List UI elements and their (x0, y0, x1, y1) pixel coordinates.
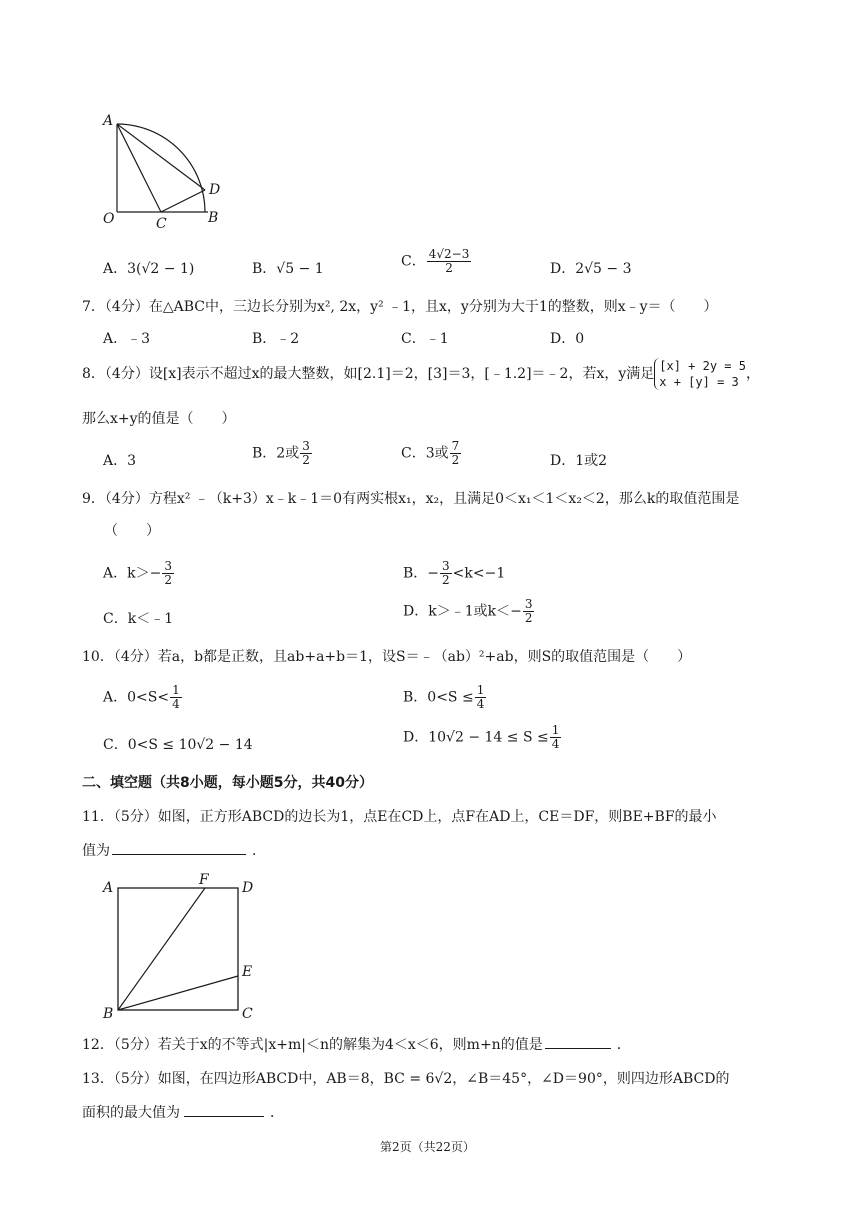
label-A: A (103, 113, 114, 129)
q8-c-prefix: C．3或 (401, 445, 449, 462)
q10-d-fraction (550, 724, 562, 751)
q8-stem (82, 358, 760, 390)
q9-d-num: 3 (524, 597, 533, 611)
q9-option-c: C．k＜﹣1 (103, 611, 174, 627)
q8-line2: 那么x+y的值是（ ） (82, 411, 236, 427)
q7-option-c: C．﹣1 (401, 331, 449, 347)
q8-c-den: 2 (451, 453, 460, 467)
q10-d-prefix: D．10√2 − 14 ≤ S ≤ (403, 729, 549, 746)
label-A: A (103, 880, 114, 896)
q9-b-suffix: <k<−1 (452, 565, 506, 582)
label-D: D (242, 880, 254, 896)
q9-option-d (403, 598, 535, 625)
q7-option-b: B．﹣2 (252, 331, 300, 347)
q8-eq2: x + [y] = 3 (659, 375, 739, 389)
q9-d-den: 2 (524, 611, 533, 625)
q6-c-numerator: 4√2−3 (428, 247, 470, 261)
q8-option-b (252, 440, 313, 467)
label-C: C (242, 1006, 253, 1020)
q8-eq1: [x] + 2y = 5 (659, 359, 746, 373)
q9-a-num: 3 (164, 559, 172, 573)
q9-b-den: 2 (442, 573, 450, 587)
q6-option-c-prefix: C． (401, 253, 426, 270)
q10-option-b (403, 684, 487, 711)
q6-option-d: D．2√5 − 3 (550, 261, 632, 277)
q10-a-num: 1 (172, 683, 180, 697)
label-B: B (208, 210, 219, 226)
q13-end: ． (270, 1105, 284, 1121)
label-C: C (156, 216, 167, 232)
q13-answer-blank[interactable] (184, 1102, 264, 1117)
q8-stem-text: 8．（4分）设[x]表示不超过x的最大整数，如[2.1]＝2，[3]＝3，[﹣1.2]＝﹣2，若x，y满足 (82, 366, 655, 382)
q9-b-fraction (440, 560, 452, 587)
q7-stem: 7．（4分）在△ABC中，三边长分别为x², 2x，y² ﹣1，且x，y分别为大于1的整数，则x﹣y＝（ ） (82, 299, 718, 315)
q10-d-den: 4 (551, 737, 560, 751)
q7-option-a: A．﹣3 (103, 331, 151, 347)
q8-option-d: D．1或2 (550, 453, 608, 469)
q8-equation-system (654, 358, 746, 390)
q13-line2 (82, 1102, 284, 1122)
q6-option-c-fraction (427, 248, 472, 275)
q10-a-prefix: A．0<S< (103, 689, 170, 706)
q8-b-num: 3 (302, 439, 310, 453)
q12-stem (82, 1034, 631, 1054)
q9-option-a (103, 560, 175, 587)
q10-b-fraction (475, 684, 487, 711)
q9-a-fraction (162, 560, 174, 587)
figure-quarter-circle (95, 108, 235, 233)
q12-stem-text: 12．（5分）若关于x的不等式|x+m|＜n的解集为4＜x＜6，则m+n的值是 (82, 1037, 543, 1053)
q8-comma: ， (745, 366, 760, 382)
q10-a-den: 4 (172, 697, 180, 711)
q8-b-prefix: B．2或 (252, 445, 300, 462)
q10-b-den: 4 (476, 697, 485, 711)
q7-option-d: D．0 (550, 331, 585, 347)
label-F: F (199, 872, 209, 888)
q11-line2 (82, 840, 266, 860)
q8-c-num: 7 (451, 439, 460, 453)
q10-a-fraction (170, 684, 182, 711)
q9-b-num: 3 (442, 559, 450, 573)
q8-b-fraction (300, 440, 312, 467)
q8-option-a: A．3 (103, 453, 137, 469)
page-footer: 第2页（共22页） (380, 1140, 475, 1154)
q11-line2-text: 值为 (82, 843, 110, 859)
q9-d-prefix: D．k＞﹣1或k＜− (403, 603, 522, 620)
q9-d-fraction (523, 598, 535, 625)
q13-stem: 13．（5分）如图，在四边形ABCD中，AB＝8，BC = 6√2，∠B＝45°，∠D＝90°，则四边形ABCD的 (82, 1071, 730, 1087)
q6-option-a: A．3(√2 − 1) (103, 261, 195, 277)
q12-answer-blank[interactable] (545, 1034, 611, 1049)
q8-option-c (401, 440, 462, 467)
q10-b-prefix: B．0<S ≤ (403, 689, 474, 706)
figure-square-abcd (98, 872, 268, 1020)
q12-end: ． (616, 1037, 631, 1053)
q11-stem: 11．（5分）如图，正方形ABCD的边长为1，点E在CD上，点F在AD上，CE＝DF，则BE+BF的最小 (82, 809, 717, 825)
q9-a-den: 2 (164, 573, 172, 587)
q10-option-a (103, 684, 183, 711)
q6-option-c (401, 248, 472, 275)
q11-end: ． (252, 843, 266, 859)
q9-line2: （ ） (104, 523, 160, 539)
q10-stem: 10．（4分）若a，b都是正数，且ab+a+b＝1，设S＝﹣（ab）²+ab，则S的取值范围是（ ） (82, 649, 692, 665)
q13-line2-text: 面积的最大值为 (82, 1105, 180, 1121)
label-D: D (209, 182, 221, 198)
q9-option-b (403, 560, 505, 587)
q10-b-num: 1 (476, 683, 485, 697)
section-heading-fill-in: 二、填空题（共8小题，每小题5分，共40分） (82, 775, 373, 791)
q8-c-fraction (450, 440, 462, 467)
q9-stem: 9．（4分）方程x² ﹣（k+3）x﹣k﹣1＝0有两实根x₁，x₂，且满足0＜x₁＜1＜x₂＜2，那么k的取值范围是 (82, 491, 740, 507)
q10-option-d (403, 724, 562, 751)
label-O: O (103, 211, 115, 227)
q6-c-denominator: 2 (445, 261, 453, 275)
q10-d-num: 1 (551, 723, 560, 737)
q9-b-prefix: B．− (403, 565, 440, 582)
q8-b-den: 2 (302, 453, 310, 467)
label-B: B (103, 1006, 114, 1020)
q6-option-b: B．√5 − 1 (252, 261, 324, 277)
q9-a-prefix: A．k＞− (103, 565, 162, 582)
q10-option-c: C．0<S ≤ 10√2 − 14 (103, 737, 253, 753)
q11-answer-blank[interactable] (112, 840, 246, 855)
label-E: E (242, 964, 253, 980)
